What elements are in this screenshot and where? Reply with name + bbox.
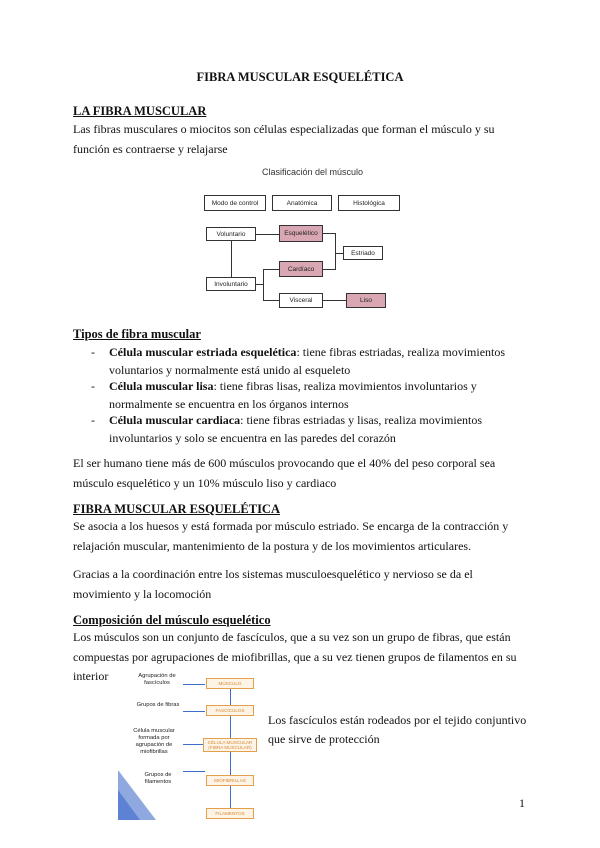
list-item-lisa	[91, 377, 527, 413]
term-cardiaca: Célula muscular cardiaca	[109, 413, 241, 427]
box-miofibrillas: MIOFIBRILLAS	[206, 775, 254, 786]
esq-p2-line-1: Gracias a la coordinación entre los sistemas musculoesquelético y nervioso se da el	[73, 567, 473, 581]
box-filamentos: FILAMENTOS	[206, 808, 254, 819]
connector-line	[335, 253, 343, 254]
box-fasciculos: FASCÍCULOS	[206, 705, 254, 716]
comp-line-2: compuestas por agrupaciones de miofibrillas, que a su vez tienen grupos de filamentos en su	[73, 649, 517, 664]
connector-line	[256, 234, 279, 235]
connector-line	[323, 233, 335, 234]
box-involuntario: Involuntario	[206, 277, 256, 291]
connector-line	[183, 711, 205, 712]
section-heading-tipos: Tipos de fibra muscular	[73, 327, 201, 341]
connector-line	[323, 269, 335, 270]
page-number: 1	[519, 796, 525, 810]
desc-estriada-2: voluntarios y normalmente está unido al esqueleto	[109, 363, 351, 377]
arrow-line	[230, 752, 231, 775]
box-celula-muscular: CÉLULA MUSCULAR (FIBRA MUSCULAR)	[203, 738, 257, 752]
box-visceral: Visceral	[279, 293, 323, 308]
box-voluntario: Voluntario	[206, 227, 256, 241]
connector-line	[323, 300, 346, 301]
esq-p1-line-1: Se asocia a los huesos y está formada por músculo estriado. Se encarga de la contracción y	[73, 519, 509, 533]
list-dash: -	[91, 379, 95, 393]
label-agrupacion-fasciculos: Agrupación de fascículos	[138, 673, 176, 686]
decorative-triangles	[118, 760, 160, 820]
esq-p1-line-2: relajación muscular, mantenimiento de la postura y de los movimientos articulares.	[73, 538, 472, 553]
page-title: FIBRA MUSCULAR ESQUELÉTICA	[196, 70, 404, 84]
desc-lisa-2: normalmente se encuentra en los órganos internos	[109, 397, 349, 411]
esq-p2-line-2: movimiento y la locomoción	[73, 586, 212, 601]
stat-line-2: músculo esquelético y un 10% músculo liso y cardiaco	[73, 475, 337, 490]
esqueletica-paragraph-1	[73, 517, 527, 556]
section-heading-esqueletica: FIBRA MUSCULAR ESQUELÉTICA	[73, 502, 280, 516]
term-estriada: Célula muscular estriada esquelética	[109, 345, 297, 359]
section-heading-composicion: Composición del músculo esquelético	[73, 613, 271, 627]
list-dash: -	[91, 345, 95, 359]
esqueletica-paragraph-2	[73, 565, 527, 604]
intro-line-1: Las fibras musculares o miocitos son células especializadas que forman el músculo y su	[73, 122, 495, 136]
connector-line	[256, 284, 263, 285]
stat-paragraph	[73, 454, 527, 493]
connector-line	[335, 233, 336, 270]
intro-paragraph	[73, 120, 527, 159]
note-line-2: que sirve de protección	[268, 732, 380, 746]
list-item-cardiaca	[91, 411, 527, 447]
stat-line-1: El ser humano tiene más de 600 músculos provocando que el 40% del peso corporal sea	[73, 456, 496, 470]
desc-lisa-1: : tiene fibras lisas, realiza movimientos involuntarios y	[213, 379, 477, 393]
header-anatomica: Anatómica	[272, 195, 332, 211]
comp-line-3: interior	[73, 669, 109, 683]
label-grupos-fibras: Grupos de fibras	[136, 702, 180, 708]
desc-cardiaca-1: : tiene fibras estriadas y lisas, realiza movimientos	[240, 413, 483, 427]
connector-line	[263, 269, 264, 301]
comp-line-1: Los músculos son un conjunto de fascículos, que a su vez son un grupo de fibras, que están	[73, 630, 511, 644]
arrow-line	[230, 689, 231, 705]
note-line-1: Los fascículos están rodeados por el tejido conjuntivo	[268, 713, 527, 727]
section-heading-fibra: LA FIBRA MUSCULAR	[73, 104, 207, 118]
arrow-line	[230, 716, 231, 738]
list-dash: -	[91, 413, 95, 427]
box-esqueletico: Esquelético	[279, 225, 323, 242]
desc-estriada-1: : tiene fibras estriadas, realiza movimientos	[296, 345, 506, 359]
label-celula-muscular: Célula muscular formada por agrupación de miofibrillas	[133, 728, 175, 755]
diagram-classification-title: Clasificación del músculo	[262, 167, 364, 177]
connector-line	[183, 684, 205, 685]
fasciculos-note	[268, 711, 530, 749]
box-liso: Liso	[346, 293, 386, 308]
header-histologica: Histológica	[338, 195, 400, 211]
connector-line	[183, 771, 205, 772]
desc-cardiaca-2: involuntarios y solo se encuentra en las paredes del corazón	[109, 431, 396, 445]
intro-line-2: función es contraerse y relajarse	[73, 141, 228, 156]
header-modo-control: Modo de control	[204, 195, 266, 211]
connector-line	[183, 744, 205, 745]
box-estriado: Estriado	[343, 246, 383, 260]
label-grupos-filamentos: Grupos de filamentos	[144, 772, 172, 785]
term-lisa: Célula muscular lisa	[109, 379, 214, 393]
connector-line	[263, 300, 279, 301]
arrow-line	[230, 786, 231, 808]
box-musculo: MÚSCULO	[206, 678, 254, 689]
connector-line	[263, 269, 279, 270]
box-cardiaco: Cardíaco	[279, 261, 323, 277]
connector-line	[231, 241, 232, 277]
list-item-estriada	[91, 343, 527, 379]
